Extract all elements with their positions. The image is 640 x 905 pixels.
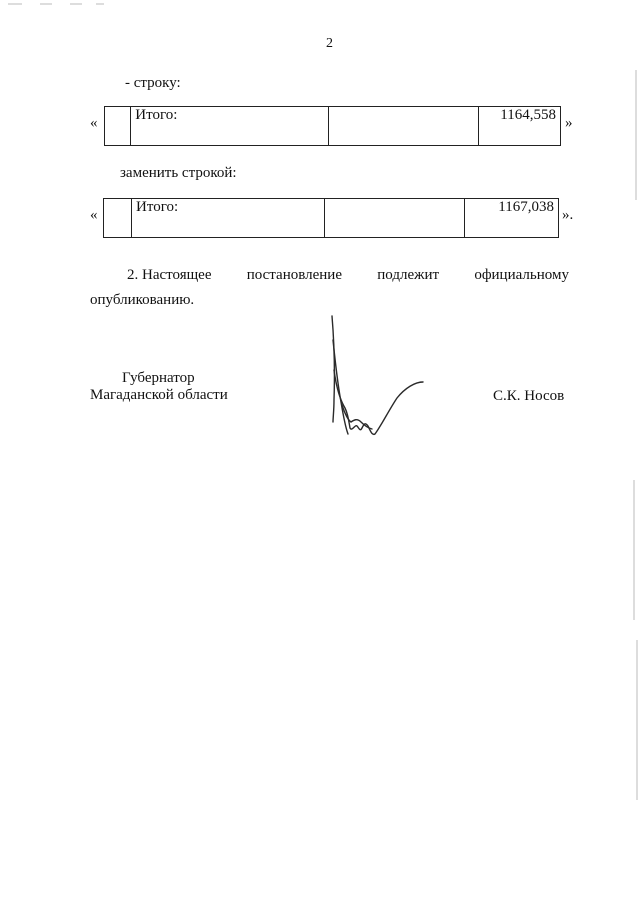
new-cell-1 — [104, 199, 132, 238]
paragraph-word: официальному — [474, 267, 569, 283]
new-cell-label: Итого: — [132, 199, 325, 238]
signatory-title-2: Магаданской области — [90, 387, 228, 403]
replace-intro: - строку: — [125, 75, 181, 91]
paragraph-word: постановление — [246, 267, 342, 283]
paragraph-word: 2. Настоящее — [127, 267, 212, 283]
close-quote-old: » — [565, 115, 573, 131]
old-cell-value: 1164,558 — [479, 107, 561, 146]
paragraph-line-2: опубликованию. — [90, 292, 195, 308]
paragraph-word: подлежит — [377, 267, 440, 283]
paragraph-line-1 — [127, 266, 569, 284]
table-row-new — [103, 198, 559, 238]
page-number: 2 — [326, 36, 333, 51]
table-row-old — [104, 106, 561, 146]
old-cell-1 — [105, 107, 131, 146]
signatory-name: С.К. Носов — [493, 388, 565, 404]
old-cell-label: Итого: — [131, 107, 329, 146]
open-quote-old: « — [90, 115, 98, 131]
old-cell-3 — [329, 107, 479, 146]
signatory-title-1: Губернатор — [122, 370, 195, 386]
replace-with: заменить строкой: — [120, 165, 237, 181]
handwritten-signature — [315, 310, 435, 445]
close-quote-new: ». — [562, 207, 574, 223]
new-cell-value: 1167,038 — [465, 199, 559, 238]
new-cell-3 — [325, 199, 465, 238]
open-quote-new: « — [90, 207, 98, 223]
